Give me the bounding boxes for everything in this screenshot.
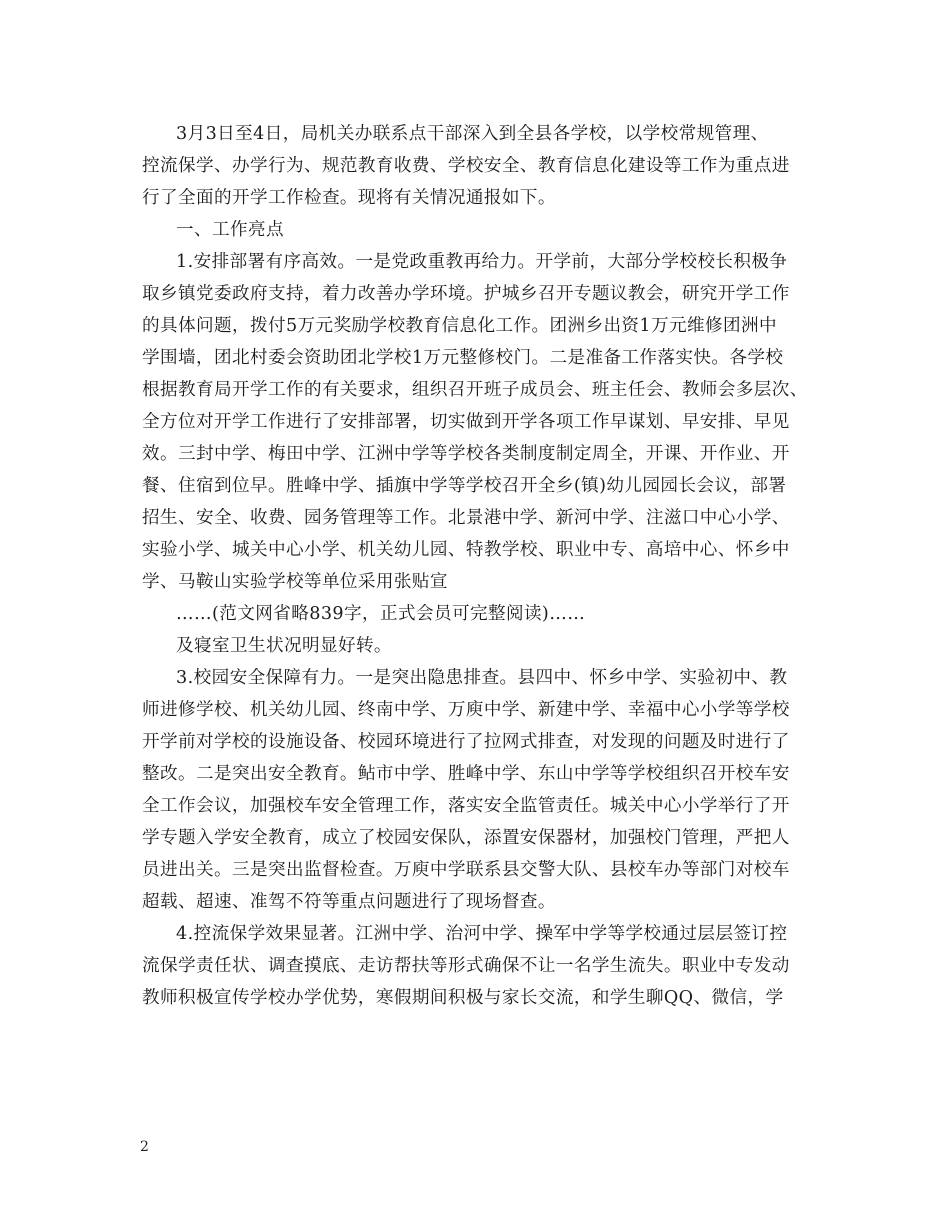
- paragraph-line: 行了全面的开学工作检查。现将有关情况通报如下。: [142, 188, 556, 208]
- paragraph-line: 3月3日至4日，局机关办联系点干部深入到全县各学校，以学校常规管理、: [176, 124, 769, 144]
- paragraph-line: 师进修学校、机关幼儿园、终南中学、万庾中学、新建中学、幸福中心小学等学校: [142, 700, 790, 720]
- paragraph-line: 整改。二是突出安全教育。鲇市中学、胜峰中学、东山中学等学校组织召开校车安: [142, 764, 790, 784]
- paragraph-line: 教师积极宣传学校办学优势，寒假期间积极与家长交流，和学生聊QQ、微信，学: [142, 988, 784, 1008]
- paragraph-line: 学围墙，团北村委会资助团北学校1万元整修校门。二是准备工作落实快。各学校: [142, 348, 784, 368]
- section-heading: 一、工作亮点: [176, 220, 284, 240]
- omission-notice: ……(范文网省略839字，正式会员可完整阅读)……: [176, 604, 586, 624]
- paragraph-line: 效。三封中学、梅田中学、江洲中学等学校各类制度制定周全，开课、开作业、开: [142, 444, 790, 464]
- paragraph-line: 控流保学、办学行为、规范教育收费、学校安全、教育信息化建设等工作为重点进: [142, 156, 790, 176]
- paragraph-line: 全工作会议，加强校车安全管理工作，落实安全监管责任。城关中心小学举行了开: [142, 796, 790, 816]
- paragraph-line: 学专题入学安全教育，成立了校园安保队，添置安保器材，加强校门管理，严把人: [142, 828, 790, 848]
- paragraph-line: 全方位对开学工作进行了安排部署，切实做到开学各项工作早谋划、早安排、早见: [142, 412, 790, 432]
- paragraph-line: 招生、安全、收费、园务管理等工作。北景港中学、新河中学、注滋口中心小学、: [142, 508, 790, 528]
- document-body: [142, 118, 814, 1014]
- paragraph-line: 1.安排部署有序高效。一是党政重教再给力。开学前，大部分学校校长积极争: [176, 252, 788, 272]
- paragraph-line: 及寝室卫生状况明显好转。: [176, 636, 392, 656]
- paragraph-line: 实验小学、城关中心小学、机关幼儿园、特教学校、职业中专、高培中心、怀乡中: [142, 540, 790, 560]
- paragraph-line: 员进出关。三是突出监督检查。万庾中学联系县交警大队、县校车办等部门对校车: [142, 860, 790, 880]
- paragraph-line: 的具体问题，拨付5万元奖励学校教育信息化工作。团洲乡出资1万元维修团洲中: [142, 316, 777, 336]
- paragraph-line: 流保学责任状、调查摸底、走访帮扶等形式确保不让一名学生流失。职业中专发动: [142, 956, 790, 976]
- paragraph-line: 学、马鞍山实验学校等单位采用张贴宣: [142, 572, 448, 592]
- paragraph-line: 根据教育局开学工作的有关要求，组织召开班子成员会、班主任会、教师会多层次、: [142, 380, 808, 400]
- page-number: 2: [140, 1139, 149, 1155]
- paragraph-line: 4.控流保学效果显著。江洲中学、治河中学、操军中学等学校通过层层签订控: [176, 924, 788, 944]
- paragraph-line: 3.校园安全保障有力。一是突出隐患排查。县四中、怀乡中学、实验初中、教: [176, 668, 788, 688]
- paragraph-line: 超载、超速、准驾不符等重点问题进行了现场督查。: [142, 892, 556, 912]
- paragraph-line: 取乡镇党委政府支持，着力改善办学环境。护城乡召开专题议教会，研究开学工作: [142, 284, 790, 304]
- paragraph-line: 开学前对学校的设施设备、校园环境进行了拉网式排查，对发现的问题及时进行了: [142, 732, 790, 752]
- paragraph-line: 餐、住宿到位早。胜峰中学、插旗中学等学校召开全乡(镇)幼儿园园长会议，部署: [142, 476, 787, 496]
